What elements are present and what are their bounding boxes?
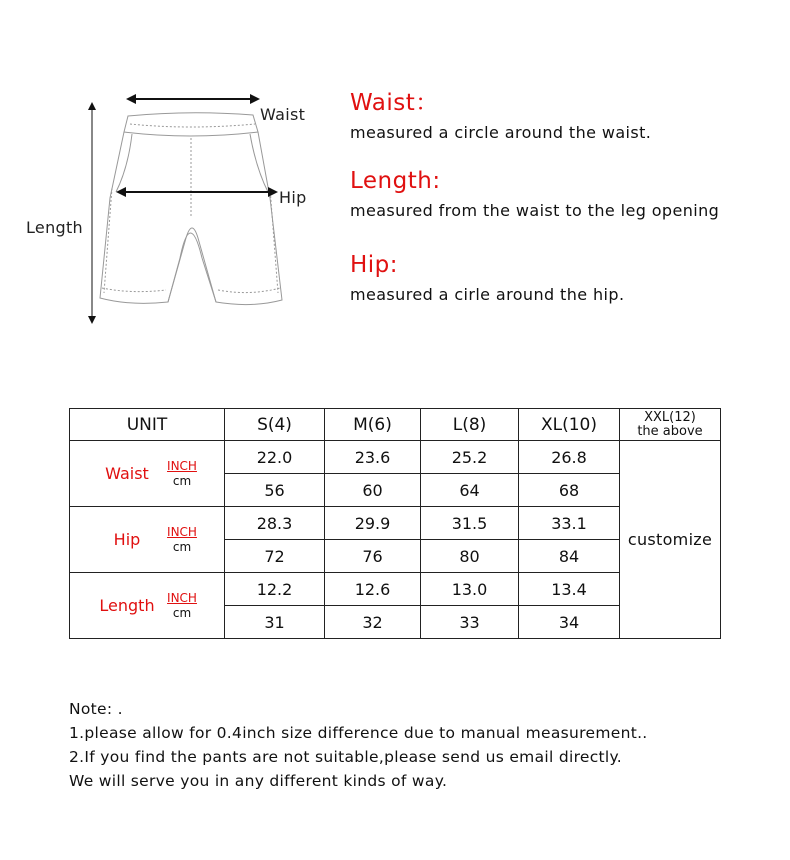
definition-text: measured a circle around the waist.: [350, 123, 652, 142]
table-cell: 23.6: [325, 441, 421, 474]
xxl-header-line: the above: [637, 423, 703, 439]
table-cell: 33.1: [519, 507, 620, 540]
table-cell: 22.0: [225, 441, 325, 474]
waist-diagram-label: Waist: [260, 105, 306, 124]
unit-inch: INCH: [167, 458, 197, 473]
definition-text: measured from the waist to the leg opening: [350, 201, 720, 220]
waist-definition: [350, 89, 651, 144]
xxl-header-line: XXL(12): [644, 409, 696, 425]
table-cell: 72: [225, 540, 325, 573]
table-header-row: [70, 409, 721, 441]
size-header: M(6): [325, 409, 421, 441]
table-cell: 13.4: [519, 573, 620, 606]
hip-definition: [350, 251, 624, 306]
note-line: We will serve you in any different kinds of way.: [69, 772, 448, 790]
table-row: [70, 441, 721, 474]
table-cell: 12.2: [225, 573, 325, 606]
table-cell: 76: [325, 540, 421, 573]
table-cell: 33: [421, 606, 519, 639]
table-cell: 60: [325, 474, 421, 507]
table-cell: 28.3: [225, 507, 325, 540]
row-name: Length: [99, 596, 155, 615]
row-name: Hip: [113, 530, 141, 549]
unit-inch: INCH: [167, 590, 197, 605]
table-cell: 68: [519, 474, 620, 507]
table-cell: 29.9: [325, 507, 421, 540]
note-line: 2.If you find the pants are not suitable,please send us email directly.: [69, 748, 623, 766]
unit-stack: [162, 525, 202, 555]
table-cell: 34: [519, 606, 620, 639]
row-name: Waist: [105, 464, 149, 483]
length-diagram-label: Length: [26, 218, 83, 237]
table-cell: 32: [325, 606, 421, 639]
unit-cm: cm: [172, 605, 192, 620]
table-cell: 12.6: [325, 573, 421, 606]
definition-title: Hip:: [350, 252, 399, 278]
table-cell: 31: [225, 606, 325, 639]
length-row-label: [70, 573, 225, 639]
table-cell: 31.5: [421, 507, 519, 540]
notes: [69, 697, 648, 793]
waist-row-label: [70, 441, 225, 507]
table-cell: 26.8: [519, 441, 620, 474]
length-definition: [350, 167, 719, 222]
unit-cm: cm: [172, 539, 192, 554]
table-cell: 84: [519, 540, 620, 573]
size-header: L(8): [421, 409, 519, 441]
table-cell: 64: [421, 474, 519, 507]
unit-stack: [162, 459, 202, 489]
hip-row-label: [70, 507, 225, 573]
shorts-diagram: [20, 88, 320, 338]
definition-text: measured a cirle around the hip.: [350, 285, 625, 304]
note-line: Note: .: [69, 700, 123, 718]
hip-diagram-label: Hip: [279, 188, 307, 207]
definition-title: Length:: [350, 168, 441, 194]
table-cell: 80: [421, 540, 519, 573]
table-cell: 13.0: [421, 573, 519, 606]
xxl-header: [620, 409, 721, 441]
size-header: S(4): [225, 409, 325, 441]
unit-header: UNIT: [70, 409, 225, 441]
note-line: 1.please allow for 0.4inch size difference due to manual measurement..: [69, 724, 648, 742]
customize-cell: customize: [620, 441, 721, 639]
unit-inch: INCH: [167, 524, 197, 539]
unit-cm: cm: [172, 473, 192, 488]
size-header: XL(10): [519, 409, 620, 441]
shorts-illustration: [20, 88, 320, 338]
unit-stack: [162, 591, 202, 621]
size-chart-table: [69, 408, 721, 639]
table-cell: 56: [225, 474, 325, 507]
table-cell: 25.2: [421, 441, 519, 474]
definition-title: Waist：: [350, 90, 439, 116]
